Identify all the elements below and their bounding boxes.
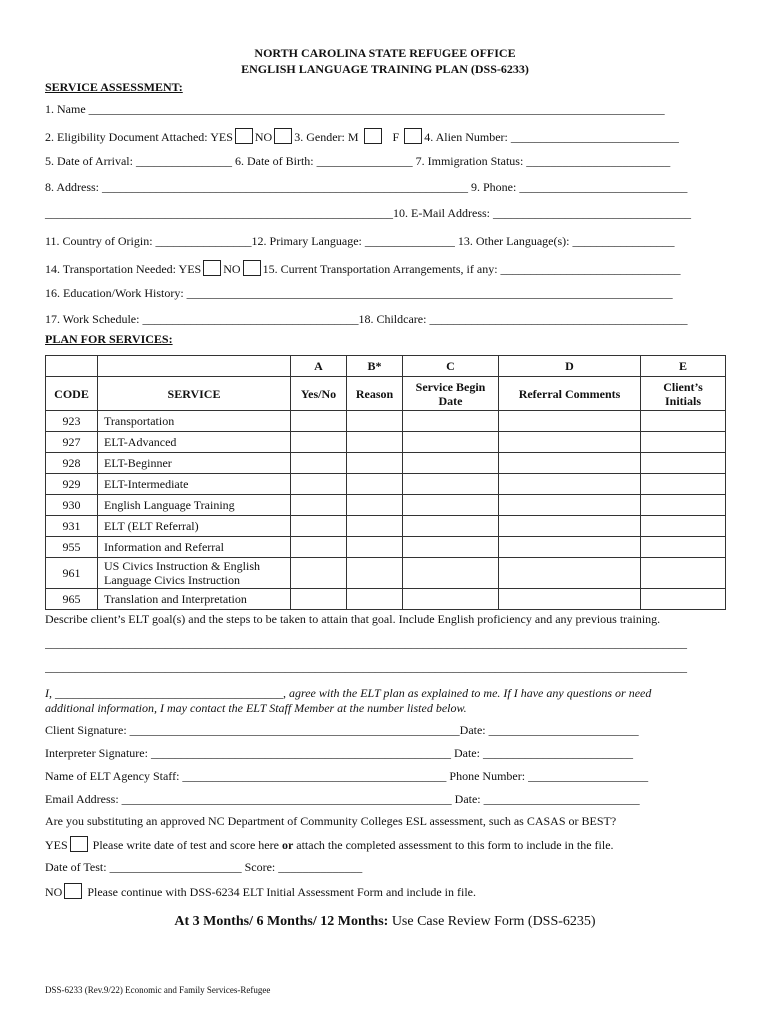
begin-date-cell[interactable] bbox=[403, 474, 499, 495]
interpreter-signature-field[interactable]: Interpreter Signature: __________________________________________________ Date: _________________________ bbox=[45, 746, 633, 760]
service-cell: Information and Referral bbox=[98, 537, 291, 558]
eligibility-no-label: NO bbox=[254, 130, 273, 144]
code-cell: 930 bbox=[46, 495, 98, 516]
service-cell: ELT-Intermediate bbox=[98, 474, 291, 495]
reason-cell[interactable] bbox=[347, 432, 403, 453]
eligibility-gender-row bbox=[45, 128, 679, 145]
dates-status-row[interactable]: 5. Date of Arrival: ________________ 6. Date of Birth: ________________ 7. Immigration Status: ________________________ bbox=[45, 154, 671, 168]
empty-cell bbox=[98, 356, 291, 377]
table-header-row bbox=[46, 377, 726, 411]
address-email-row[interactable]: __________________________________________________________10. E-Mail Address: _________________________________ bbox=[45, 206, 691, 220]
address-phone-row[interactable]: 8. Address: _____________________________________________________________ 9. Phone: ____________________________ bbox=[45, 180, 688, 194]
reason-cell[interactable] bbox=[347, 495, 403, 516]
transportation-no-checkbox[interactable] bbox=[243, 260, 261, 276]
goals-prompt: Describe client’s ELT goal(s) and the steps to be taken to attain that goal. Include English proficiency and any previous training. bbox=[45, 612, 661, 626]
assessment-question: Are you substituting an approved NC Department of Community Colleges ESL assessment, such as CASAS or BEST? bbox=[45, 814, 617, 828]
agency-staff-field[interactable]: Name of ELT Agency Staff: ____________________________________________ Phone Number: ____________________ bbox=[45, 769, 649, 783]
referral-cell[interactable] bbox=[499, 589, 641, 610]
assessment-no-row bbox=[45, 883, 476, 900]
service-cell: ELT-Beginner bbox=[98, 453, 291, 474]
initials-cell[interactable] bbox=[641, 432, 726, 453]
yesno-cell[interactable] bbox=[291, 537, 347, 558]
eligibility-label: 2. Eligibility Document Attached: YES bbox=[45, 130, 233, 144]
col-initials-header: Client’s Initials bbox=[641, 377, 726, 411]
form-title-line1: NORTH CAROLINA STATE REFUGEE OFFICE bbox=[254, 46, 516, 60]
assessment-yes-row bbox=[45, 836, 614, 853]
service-assessment-heading: SERVICE ASSESSMENT: bbox=[45, 80, 183, 94]
country-language-row[interactable]: 11. Country of Origin: ________________12. Primary Language: _______________ 13. Other Language(s): _________________ bbox=[45, 234, 675, 248]
table-row bbox=[46, 474, 726, 495]
gender-f-checkbox[interactable] bbox=[404, 128, 422, 144]
service-cell: US Civics Instruction & English Language Civics Instruction bbox=[98, 558, 291, 589]
form-title-line2: ENGLISH LANGUAGE TRAINING PLAN (DSS-6233) bbox=[241, 62, 529, 76]
yesno-cell[interactable] bbox=[291, 558, 347, 589]
begin-date-cell[interactable] bbox=[403, 411, 499, 432]
transportation-row bbox=[45, 260, 681, 277]
test-date-score-field[interactable]: Date of Test: ______________________ Score: ______________ bbox=[45, 860, 363, 874]
initials-cell[interactable] bbox=[641, 589, 726, 610]
begin-date-cell[interactable] bbox=[403, 453, 499, 474]
referral-cell[interactable] bbox=[499, 474, 641, 495]
goals-line-1[interactable]: ___________________________________________________________________________________________________________ bbox=[45, 636, 687, 650]
assessment-yes-text-2: attach the completed assessment to this form to include in the file. bbox=[296, 838, 614, 852]
reason-cell[interactable] bbox=[347, 558, 403, 589]
code-cell: 955 bbox=[46, 537, 98, 558]
referral-cell[interactable] bbox=[499, 432, 641, 453]
referral-cell[interactable] bbox=[499, 495, 641, 516]
initials-cell[interactable] bbox=[641, 453, 726, 474]
table-row bbox=[46, 495, 726, 516]
schedule-childcare-row[interactable]: 17. Work Schedule: ____________________________________18. Childcare: ___________________________________________ bbox=[45, 312, 688, 326]
transportation-label: 14. Transportation Needed: YES bbox=[45, 262, 202, 276]
code-cell: 961 bbox=[46, 558, 98, 589]
initials-cell[interactable] bbox=[641, 495, 726, 516]
yesno-cell[interactable] bbox=[291, 516, 347, 537]
service-cell: ELT-Advanced bbox=[98, 432, 291, 453]
begin-date-cell[interactable] bbox=[403, 589, 499, 610]
reason-cell[interactable] bbox=[347, 411, 403, 432]
col-reason-header: Reason bbox=[347, 377, 403, 411]
begin-date-cell[interactable] bbox=[403, 558, 499, 589]
gender-m-checkbox[interactable] bbox=[364, 128, 382, 144]
initials-cell[interactable] bbox=[641, 411, 726, 432]
referral-cell[interactable] bbox=[499, 516, 641, 537]
code-cell: 965 bbox=[46, 589, 98, 610]
table-row bbox=[46, 411, 726, 432]
assessment-yes-text: Please write date of test and score here bbox=[92, 838, 279, 852]
name-field[interactable]: 1. Name ________________________________________________________________________________________________ bbox=[45, 102, 665, 116]
service-cell: ELT (ELT Referral) bbox=[98, 516, 291, 537]
goals-line-2[interactable]: ___________________________________________________________________________________________________________ bbox=[45, 660, 687, 674]
col-begin-date-header: Service Begin Date bbox=[403, 377, 499, 411]
begin-date-cell[interactable] bbox=[403, 495, 499, 516]
eligibility-yes-checkbox[interactable] bbox=[235, 128, 253, 144]
transportation-yes-checkbox[interactable] bbox=[203, 260, 221, 276]
code-cell: 931 bbox=[46, 516, 98, 537]
gender-f-label: F bbox=[392, 130, 400, 144]
begin-date-cell[interactable] bbox=[403, 432, 499, 453]
yesno-cell[interactable] bbox=[291, 589, 347, 610]
col-yesno-header: Yes/No bbox=[291, 377, 347, 411]
empty-cell bbox=[46, 356, 98, 377]
table-row bbox=[46, 516, 726, 537]
assessment-no-text: Please continue with DSS-6234 ELT Initial Assessment Form and include in file. bbox=[87, 885, 476, 899]
code-cell: 923 bbox=[46, 411, 98, 432]
assessment-yes-label: YES bbox=[45, 838, 68, 852]
agreement-line-2: additional information, I may contact the ELT Staff Member at the number listed below. bbox=[45, 701, 467, 715]
col-code-header: CODE bbox=[46, 377, 98, 411]
agreement-line-1[interactable]: I, ______________________________________, agree with the ELT plan as explained to me. If I have any questions or need bbox=[45, 686, 652, 700]
referral-cell[interactable] bbox=[499, 453, 641, 474]
begin-date-cell[interactable] bbox=[403, 516, 499, 537]
gender-label: 3. Gender: M bbox=[294, 130, 359, 144]
review-bold-text: At 3 Months/ 6 Months/ 12 Months: bbox=[174, 914, 389, 929]
code-cell: 929 bbox=[46, 474, 98, 495]
initials-cell[interactable] bbox=[641, 537, 726, 558]
initials-cell[interactable] bbox=[641, 516, 726, 537]
transportation-arrangements-field[interactable]: 15. Current Transportation Arrangements, if any: ______________________________ bbox=[262, 262, 681, 276]
alien-number-field[interactable]: 4. Alien Number: ____________________________ bbox=[424, 130, 679, 144]
eligibility-no-checkbox[interactable] bbox=[274, 128, 292, 144]
education-history-field[interactable]: 16. Education/Work History: _________________________________________________________________________________ bbox=[45, 286, 673, 300]
table-row bbox=[46, 537, 726, 558]
referral-cell[interactable] bbox=[499, 537, 641, 558]
yesno-cell[interactable] bbox=[291, 453, 347, 474]
yesno-cell[interactable] bbox=[291, 474, 347, 495]
referral-cell[interactable] bbox=[499, 411, 641, 432]
code-cell: 927 bbox=[46, 432, 98, 453]
table-letter-row bbox=[46, 356, 726, 377]
review-line bbox=[0, 914, 770, 930]
plan-heading: PLAN FOR SERVICES: bbox=[45, 332, 173, 346]
reason-cell[interactable] bbox=[347, 474, 403, 495]
table-row bbox=[46, 558, 726, 589]
initials-cell[interactable] bbox=[641, 474, 726, 495]
assessment-no-checkbox[interactable] bbox=[64, 883, 82, 899]
table-row bbox=[46, 589, 726, 610]
reason-cell[interactable] bbox=[347, 453, 403, 474]
review-text: Use Case Review Form (DSS-6235) bbox=[391, 914, 596, 929]
yesno-cell[interactable] bbox=[291, 411, 347, 432]
transportation-no-label: NO bbox=[223, 262, 241, 276]
col-referral-header: Referral Comments bbox=[499, 377, 641, 411]
services-table bbox=[45, 355, 726, 610]
table-row bbox=[46, 453, 726, 474]
col-letter-c: C bbox=[403, 356, 499, 377]
yesno-cell[interactable] bbox=[291, 432, 347, 453]
email-date-field[interactable]: Email Address: _______________________________________________________ Date: __________________________ bbox=[45, 792, 640, 806]
client-signature-field[interactable]: Client Signature: _______________________________________________________Date: _________________________ bbox=[45, 723, 639, 737]
service-cell: Transportation bbox=[98, 411, 291, 432]
reason-cell[interactable] bbox=[347, 537, 403, 558]
col-service-header: SERVICE bbox=[98, 377, 291, 411]
assessment-yes-checkbox[interactable] bbox=[70, 836, 88, 852]
reason-cell[interactable] bbox=[347, 589, 403, 610]
col-letter-d: D bbox=[499, 356, 641, 377]
referral-cell[interactable] bbox=[499, 558, 641, 589]
col-letter-e: E bbox=[641, 356, 726, 377]
col-letter-b: B* bbox=[347, 356, 403, 377]
initials-cell[interactable] bbox=[641, 558, 726, 589]
service-cell: English Language Training bbox=[98, 495, 291, 516]
code-cell: 928 bbox=[46, 453, 98, 474]
form-footer: DSS-6233 (Rev.9/22) Economic and Family Services-Refugee bbox=[45, 985, 271, 995]
assessment-or-text: or bbox=[281, 838, 294, 852]
begin-date-cell[interactable] bbox=[403, 537, 499, 558]
table-row bbox=[46, 432, 726, 453]
service-cell: Translation and Interpretation bbox=[98, 589, 291, 610]
yesno-cell[interactable] bbox=[291, 495, 347, 516]
assessment-no-label: NO bbox=[45, 885, 63, 899]
col-letter-a: A bbox=[291, 356, 347, 377]
reason-cell[interactable] bbox=[347, 516, 403, 537]
